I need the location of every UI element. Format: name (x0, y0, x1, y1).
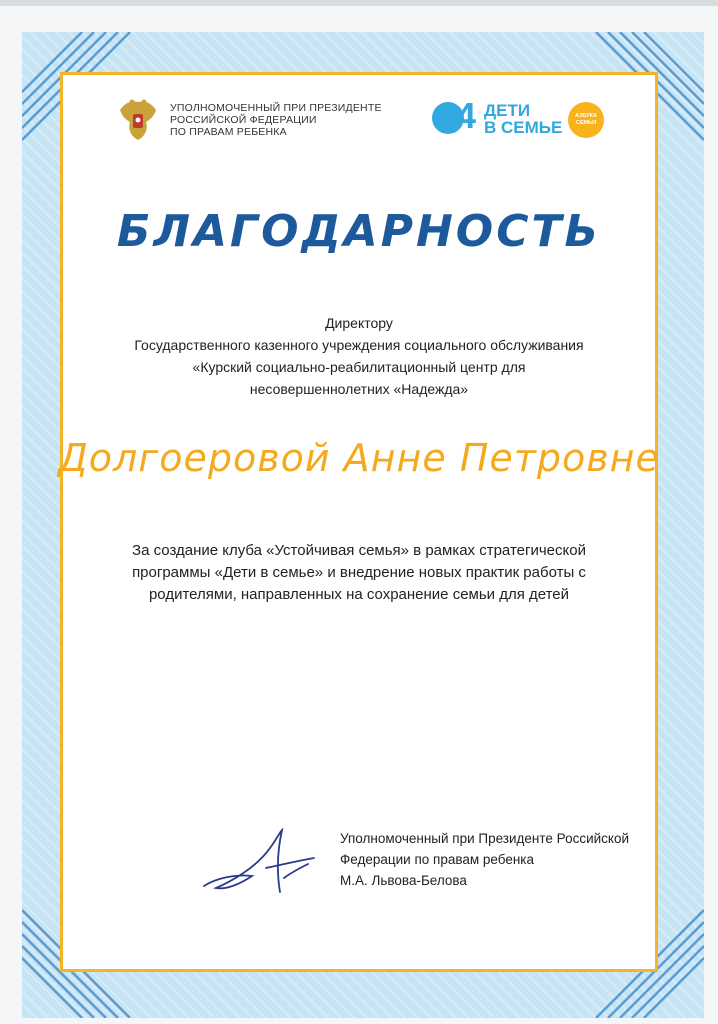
reason-line: родителями, направленных на сохранение семьи для детей (148, 586, 570, 603)
reason-line: За создание клуба «Устойчивая семья» в рамках стратегической (132, 542, 586, 559)
signatory-block (340, 828, 640, 891)
program-logo (432, 95, 563, 140)
recipient-line: Директору (325, 315, 393, 331)
ombudsman-header-line: ПО ПРАВАМ РЕБЕНКА (170, 126, 287, 138)
program-logo-number: 4 (456, 95, 477, 136)
handwritten-signature (196, 828, 326, 898)
ombudsman-header (170, 102, 390, 138)
program-logo-name (484, 102, 562, 136)
signatory-line: Уполномоченный при Президенте Российской (340, 831, 630, 846)
recipient-line: Государственного казенного учреждения социального обслуживания (134, 337, 584, 353)
reason-line: программы «Дети в семье» и внедрение новых практик работы с (132, 564, 586, 581)
ombudsman-header-line: РОССИЙСКОЙ ФЕДЕРАЦИИ (170, 114, 317, 126)
azbuka-badge-line: АЗБУКА (575, 113, 597, 119)
signatory-line: М.А. Львова-Белова (340, 873, 467, 888)
recipient-line: «Курский социально-реабилитационный центр для (192, 359, 526, 375)
recipient-name: Долгоеровой Анне Петровне (58, 436, 660, 480)
reason-block (80, 540, 638, 606)
recipient-line: несовершеннолетних «Надежда» (249, 381, 469, 397)
signatory-line: Федерации по правам ребенка (340, 852, 535, 867)
ombudsman-header-line: УПОЛНОМОЧЕННЫЙ ПРИ ПРЕЗИДЕНТЕ (170, 102, 382, 114)
azbuka-badge-line: СЕМЬИ (575, 120, 597, 126)
recipient-block (80, 312, 638, 400)
program-logo-line: В СЕМЬЕ (484, 118, 563, 137)
azbuka-badge (568, 102, 604, 138)
program-logo-line: ДЕТИ (484, 101, 531, 120)
scan-edge (0, 0, 718, 6)
document-title: БЛАГОДАРНОСТЬ (116, 206, 602, 257)
coat-of-arms-icon (116, 96, 160, 144)
